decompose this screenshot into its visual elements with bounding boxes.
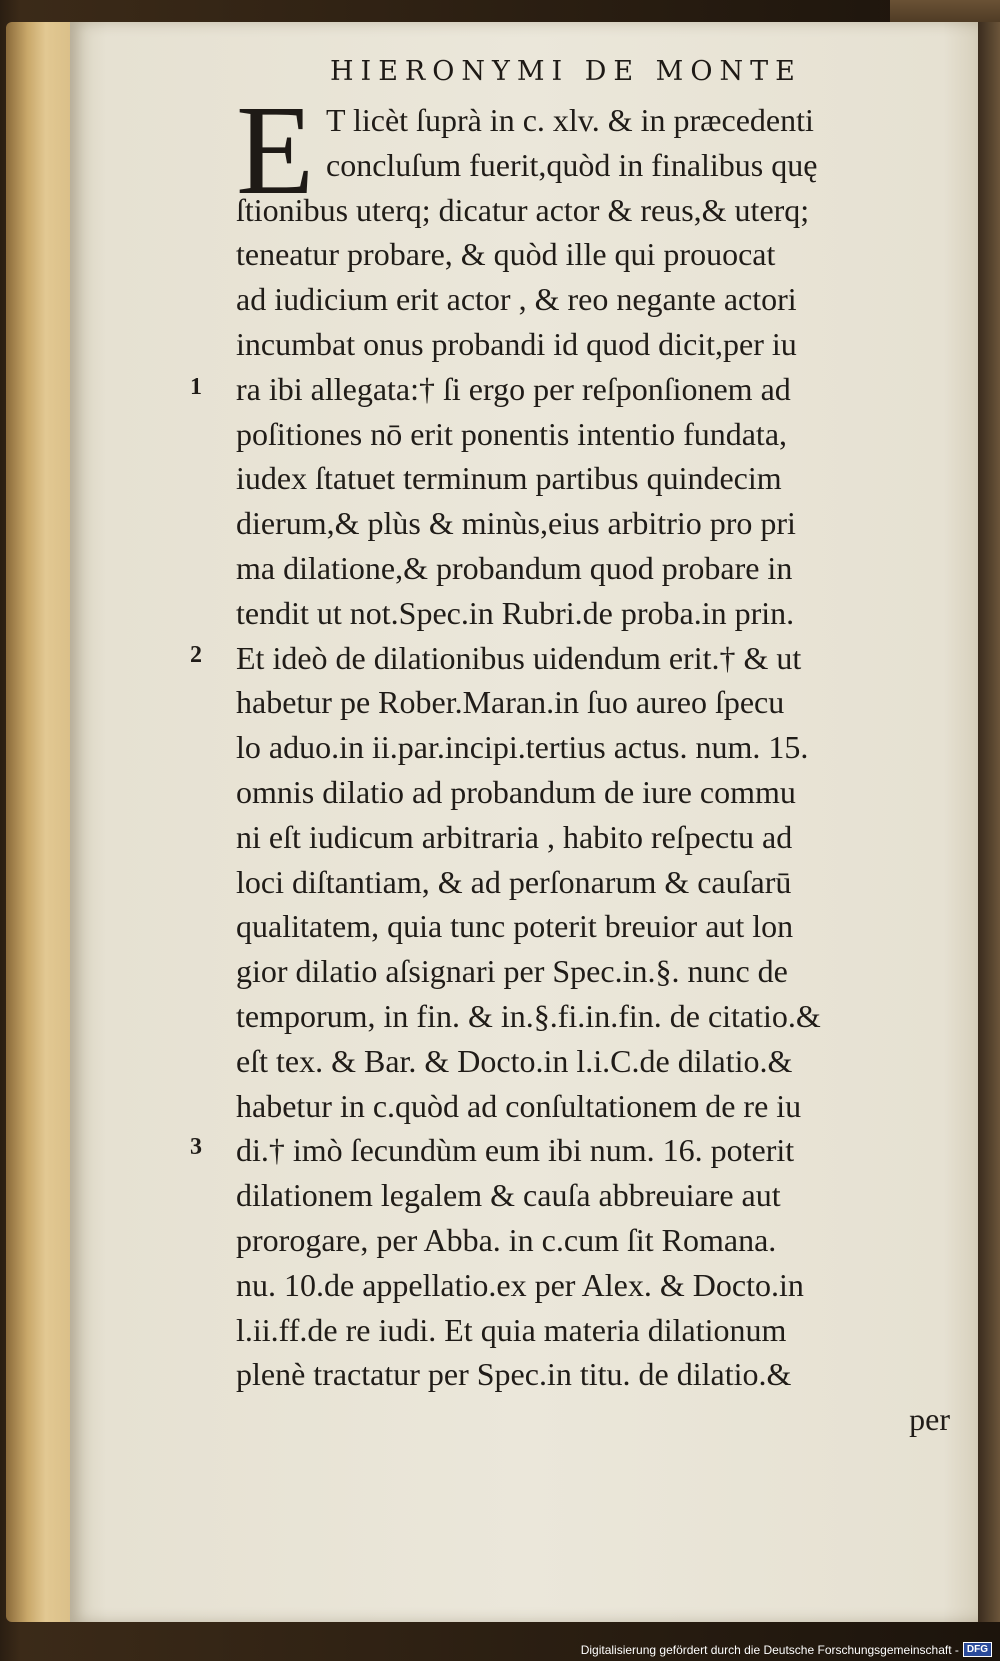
text-line: omnis dilatio ad probandum de iure commu	[236, 773, 796, 810]
text-line: qualitatem, quia tunc poterit breuior aut lon	[236, 908, 794, 945]
text-line: teneatur probare, & quòd ille qui prouocat	[236, 236, 776, 273]
text-line: prorogare, per Abba. in c.cum ſit Romana.	[236, 1221, 777, 1258]
text-line: incumbat onus probandi id quod dicit,per iu	[236, 325, 797, 362]
text-line: temporum, in fin. & in.§.fi.in.fin. de citatio.&	[236, 997, 821, 1034]
dfg-logo: DFG	[963, 1642, 992, 1657]
text-line: habetur pe Rober.Maran.in ſuo aureo ſpecu	[236, 684, 785, 721]
text-line: T licèt ſuprà in c. xlv. & in præcedenti	[326, 102, 814, 138]
text-line: lo aduo.in ii.par.incipi.tertius actus. num. 15.	[236, 729, 809, 766]
digitization-credit	[581, 1642, 992, 1657]
text-line: eſt tex. & Bar. & Docto.in l.i.C.de dilatio.&	[236, 1042, 793, 1079]
text-line: iudex ſtatuet terminum partibus quindecim	[236, 460, 782, 497]
cover-edge	[978, 22, 1000, 1622]
text-line: ſtionibus uterq; dicatur actor & reus,& uterq;	[236, 191, 810, 228]
marginal-number: 2	[190, 642, 202, 668]
text-line: ni eſt iudicum arbitraria , habito reſpectu ad	[236, 818, 793, 855]
body-text	[236, 98, 964, 1442]
text-line: ra ibi allegata:† ſi ergo per reſponſionem ad	[236, 370, 791, 407]
text-line: gior dilatio aſsignari per Spec.in.§. nunc de	[236, 953, 788, 990]
credit-text: Digitalisierung gefördert durch die Deutsche Forschungsgemeinschaft -	[580, 1642, 959, 1657]
text-line: dilationem legalem & cauſa abbreuiare aut	[236, 1177, 781, 1214]
text-line: dierum,& plùs & minùs,eius arbitrio pro pri	[236, 505, 796, 542]
text-line: habetur in c.quòd ad conſultationem de re iu	[236, 1087, 802, 1124]
text-line: l.ii.ff.de re iudi. Et quia materia dilationum	[236, 1311, 787, 1348]
running-head: HIERONYMI DE MONTE	[330, 56, 802, 87]
text-line: Et ideò de dilationibus uidendum erit.† & ut	[236, 639, 802, 676]
text-line: loci diſtantiam, & ad perſonarum & cauſarū	[236, 863, 792, 900]
book-edge	[6, 22, 78, 1622]
text-line: nu. 10.de appellatio.ex per Alex. & Docto.in	[236, 1266, 804, 1303]
text-line: poſitiones nō erit ponentis intentio fundata,	[236, 415, 788, 452]
text-line: plenè tractatur per Spec.in titu. de dilatio.&	[236, 1356, 792, 1393]
marginal-number: 1	[190, 374, 202, 400]
marginal-number: 3	[190, 1134, 202, 1160]
text-line: tendit ut not.Spec.in Rubri.de proba.in prin.	[236, 594, 795, 631]
text-line: di.† imò ſecundùm eum ibi num. 16. poterit	[236, 1132, 795, 1169]
catchword: per	[909, 1401, 950, 1438]
drop-cap: E	[236, 79, 315, 221]
text-line: concluſum fuerit,quòd in finalibus quę	[326, 146, 818, 183]
text-line: ma dilatione,& probandum quod probare in	[236, 549, 793, 586]
text-line: ad iudicium erit actor , & reo negante actori	[236, 281, 797, 318]
